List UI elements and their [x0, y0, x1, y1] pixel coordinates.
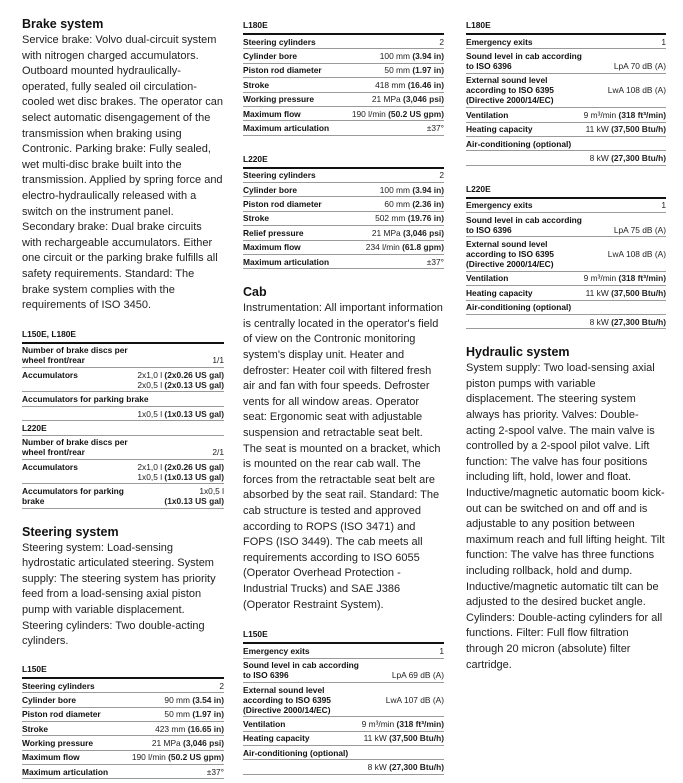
spec-value [120, 693, 224, 707]
heating-metric: 11 kW [585, 124, 612, 135]
spec-value [120, 721, 224, 735]
table-row [243, 211, 444, 225]
spec-value [348, 168, 444, 183]
spec-value-us: (3,046 psi) [183, 738, 224, 749]
accumulators-label: Accumulators [22, 461, 78, 472]
spec-value-us: (16.65 in) [187, 723, 224, 734]
table-row [22, 736, 224, 750]
ventilation-metric: 9 m³/min [583, 273, 619, 284]
table-row [243, 92, 444, 106]
spec-value-us: (1.97 in) [412, 65, 444, 76]
spec-value-metric: 2 [439, 170, 444, 181]
air-conditioning-metric: 8 kW [367, 762, 390, 773]
spec-value-us: (3.94 in) [412, 51, 444, 62]
table-row [243, 106, 444, 120]
spec-value [340, 78, 444, 92]
spec-value [120, 736, 224, 750]
sound-external-label: External sound level according to ISO 6395 (Directive 2000/14/EC) [466, 239, 554, 270]
cab-l220-title: L220E [466, 183, 491, 194]
spec-label: Piston rod diameter [243, 199, 322, 210]
spec-value-metric: 2 [219, 680, 224, 691]
ventilation-value [584, 108, 666, 122]
acc-value-metric: 2x1,0 l [137, 461, 165, 472]
spec-value-metric: 2 [439, 36, 444, 47]
hydraulic-system-text: System supply: Two load-sensing axial piston pumps with variable displacement. The steering system always has priority. Valves: Double-acting 2-spool valve. The main valve is controlled by a 2-spool pilot valve. Lift function: The valve has four positions including lift, hold, lower and float. Inductive/magnetic automatic boom kick-out can be switched on and off and is adjustable to any position between maximum reach and full lifting height. Tilt function: The valve has three functions including rollback, hold and dump. Inductive/magnetic automatic tilt can be adjusted to the desired bucket angle. Cylinders: Double-acting cylinders for all functions. Filter: Full flow filtration through 20 micron (absolute) filter cartridge. [466, 362, 665, 671]
acc-value-us: (2x0.26 US gal) [164, 461, 224, 472]
spec-value [120, 750, 224, 764]
air-conditioning-metric: 8 kW [589, 152, 612, 163]
spec-value-us: (3.54 in) [192, 694, 224, 705]
air-conditioning-value [466, 151, 666, 165]
table-row [466, 300, 666, 314]
table-row [466, 73, 666, 107]
acc-value-metric: 1x0,5 l [137, 471, 165, 482]
table-row [243, 760, 444, 774]
emergency-exits-value: 1 [661, 36, 666, 47]
spec-value-us: (3.94 in) [412, 184, 444, 195]
table-row [22, 392, 224, 406]
heating-value [362, 731, 444, 745]
heating-value [584, 122, 666, 136]
brake-system-text: Service brake: Volvo dual-circuit system with nitrogen charged accumulators. Outboard mounted hydraulically-operated, fully sealed oil circulation-cooled wet disc brakes. The operator can select automatic disengagement of the transmission when braking using Contronic. Parking brake: Fully sealed, wet multi-disc brake built into the transmission. Applied by spring force and electro-hydraulically released with a switch on the instrument panel. Secondary brake: Dual brake circuits with rechargeable accumulators. Either one circuit or the parking brake fulfills all safety requirements. Standard: The brake system complies with the requirements of ISO 3450. [22, 34, 223, 312]
sound-external-value: LwA 107 dB (A) [385, 694, 444, 705]
spec-label: Maximum flow [243, 242, 301, 253]
spec-label: Maximum flow [22, 752, 80, 763]
spec-value-metric: 190 l/min [351, 108, 389, 119]
spec-value-us: (1.97 in) [192, 709, 224, 720]
parking-acc-value [137, 484, 224, 508]
table-row [466, 108, 666, 122]
emergency-exits-value: 1 [661, 200, 666, 211]
table-row [22, 459, 224, 483]
spec-value-us: (50.2 US gpm) [168, 752, 224, 763]
accumulators-value [137, 459, 224, 483]
spec-value-metric: 21 MPa [371, 227, 404, 238]
air-conditioning-value [466, 314, 666, 328]
acc-value-us: (1x0.13 US gal) [164, 471, 224, 482]
brake-table2-title: L220E [22, 422, 47, 433]
cab-table-l220 [466, 197, 666, 330]
table-row [243, 717, 444, 731]
cab-text: Instrumentation: All important information is centrally located in the operator's field of view on the Contronic monitoring system's display unit. Heater and defroster: Heater coil with filtered fresh air and fan with four speeds. Defroster vents for all window areas. Operator seat: Ergonomic seat with adjustable suspension and retractable seat belt. The seat is mounted on a bracket, which is mounted on the rear cab wall. The forces from the retractable seat belt are absorbed by the seat rail. Standard: The cab structure is tested and approved according to ROPS (ISO 3471) and FOPS (ISO 3449). The cab meets all requirements according to ISO 6055 (Operator Overhead Protection - Industrial Trucks) and SAE J386 (Operator Restraint System). [243, 302, 443, 611]
brake-discs-value: 1/1 [212, 355, 224, 366]
table-row [243, 643, 444, 658]
spec-value-us: (19.76 in) [407, 213, 444, 224]
spec-value-metric: 60 mm [384, 199, 413, 210]
ventilation-us: (318 ft³/min) [618, 109, 666, 120]
spec-value [348, 211, 444, 225]
sound-cab-label: Sound level in cab according to ISO 6396 [243, 660, 359, 681]
table-row [243, 121, 444, 135]
ventilation-metric: 9 m³/min [583, 109, 619, 120]
brake-discs-label: Number of brake discs per wheel front/rear [22, 437, 128, 458]
spec-label: Relief pressure [243, 227, 304, 238]
heating-label: Heating capacity [466, 124, 533, 135]
spec-value-us: (50.2 US gpm) [388, 108, 444, 119]
table-row [466, 198, 666, 213]
spec-label: Cylinder bore [243, 51, 297, 62]
table-row [22, 421, 224, 435]
spec-value [340, 34, 444, 49]
heating-us: (37,500 Btu/h) [611, 287, 666, 298]
table-row [466, 271, 666, 285]
table-row [466, 34, 666, 49]
spec-value-metric: ±37° [426, 256, 444, 267]
spec-value-us: (3,046 psi) [403, 227, 444, 238]
table-row [22, 368, 224, 392]
spec-value [340, 121, 444, 135]
table-row [22, 750, 224, 764]
steering-table-l180 [243, 33, 444, 136]
steering-system-text: Steering system: Load-sensing hydrostatic articulated steering. System supply: The steering system has priority feed from a load-sensing axial piston pump with variable displacement. Steering cylinders: Two double-acting cylinders. [22, 541, 216, 648]
heating-label: Heating capacity [466, 287, 533, 298]
spec-value [120, 707, 224, 721]
table-row [243, 658, 444, 682]
hydraulic-system-heading: Hydraulic system [466, 345, 570, 360]
spec-label: Maximum articulation [243, 256, 330, 267]
steering-l220-title: L220E [243, 153, 268, 164]
spec-label: Stroke [243, 79, 270, 90]
table-row [466, 314, 666, 328]
steering-table-l150 [22, 677, 224, 780]
spec-value-us: (61.8 gpm) [402, 242, 444, 253]
heating-us: (37,500 Btu/h) [611, 124, 666, 135]
table-row [22, 765, 224, 779]
air-conditioning-us: (27,300 Btu/h) [611, 152, 666, 163]
spec-label: Stroke [22, 723, 49, 734]
spec-label: Steering cylinders [243, 36, 316, 47]
park-value-metric: 1x0,5 l [199, 486, 224, 496]
cab-l150-title: L150E [243, 629, 268, 640]
spec-value [120, 678, 224, 693]
spec-value-metric: 190 l/min [131, 752, 169, 763]
table-row [243, 63, 444, 77]
acc-value-metric: 2x0,5 l [137, 379, 165, 390]
air-conditioning-us: (27,300 Btu/h) [389, 762, 444, 773]
sound-cab-value: LpA 70 dB (A) [613, 61, 666, 72]
heating-us: (37,500 Btu/h) [389, 733, 444, 744]
spec-value-metric: 50 mm [384, 65, 413, 76]
table-row [22, 721, 224, 735]
table-row [466, 136, 666, 150]
emergency-exits-label: Emergency exits [466, 200, 533, 211]
heating-metric: 11 kW [585, 287, 612, 298]
spec-label: Piston rod diameter [243, 65, 322, 76]
table-row [466, 151, 666, 165]
park-value-metric: 1x0,5 l [137, 408, 165, 419]
park-value-us: (1x0.13 US gal) [164, 496, 224, 506]
table-row [466, 49, 666, 73]
emergency-exits-label: Emergency exits [466, 36, 533, 47]
air-conditioning-label: Air-conditioning (optional) [466, 302, 572, 313]
sound-external-label: External sound level according to ISO 6395 (Directive 2000/14/EC) [466, 75, 554, 106]
spec-value-metric: ±37° [426, 122, 444, 133]
table-row [243, 731, 444, 745]
column-2 [243, 0, 444, 775]
cab-table-l180 [466, 33, 666, 166]
accumulators-label: Accumulators [22, 369, 78, 380]
spec-value-metric: 100 mm [379, 51, 413, 62]
parking-acc-label: Accumulators for parking brake [22, 486, 124, 506]
sound-cab-value: LpA 75 dB (A) [613, 224, 666, 235]
heating-label: Heating capacity [243, 733, 310, 744]
table-row [22, 406, 224, 420]
acc-value-us: (2x0.26 US gal) [164, 369, 224, 380]
spec-value [340, 92, 444, 106]
spec-label: Steering cylinders [22, 680, 95, 691]
table-row [466, 122, 666, 136]
spec-label: Cylinder bore [22, 694, 76, 705]
ventilation-value [362, 717, 444, 731]
spec-value-metric: 100 mm [379, 184, 413, 195]
ventilation-us: (318 ft³/min) [618, 273, 666, 284]
table-row [243, 254, 444, 268]
steering-l150-title: L150E [22, 663, 47, 674]
table-row [243, 197, 444, 211]
cab-table-l150 [243, 642, 444, 775]
spec-label: Working pressure [243, 94, 315, 105]
air-conditioning-value [243, 760, 444, 774]
brake-table1-title: L150E, L180E [22, 328, 77, 339]
sound-external-value: LwA 108 dB (A) [607, 249, 666, 260]
column-1 [22, 0, 224, 779]
sound-external-label: External sound level according to ISO 6395 (Directive 2000/14/EC) [243, 684, 331, 715]
table-row [243, 168, 444, 183]
spec-value [340, 63, 444, 77]
heating-value [584, 286, 666, 300]
spec-value-us: (3,046 psi) [403, 94, 444, 105]
spec-value-metric: 21 MPa [151, 738, 184, 749]
table-row [466, 286, 666, 300]
air-conditioning-label: Air-conditioning (optional) [243, 747, 349, 758]
spec-value [120, 765, 224, 779]
air-conditioning-label: Air-conditioning (optional) [466, 138, 572, 149]
spec-label: Piston rod diameter [22, 709, 101, 720]
spec-value-metric: 90 mm [164, 694, 193, 705]
table-row [243, 183, 444, 197]
ventilation-label: Ventilation [466, 109, 509, 120]
parking-acc-value [137, 406, 224, 420]
table-row [22, 707, 224, 721]
spec-label: Steering cylinders [243, 170, 316, 181]
spec-value [348, 226, 444, 240]
cab-heading: Cab [243, 285, 267, 300]
spec-value [348, 183, 444, 197]
spec-value [340, 49, 444, 63]
table-row [243, 34, 444, 49]
brake-discs-label: Number of brake discs per wheel front/rear [22, 345, 128, 366]
acc-value-metric: 2x1,0 l [137, 369, 165, 380]
acc-value-us: (2x0.13 US gal) [164, 379, 224, 390]
brake-system-heading: Brake system [22, 17, 104, 31]
emergency-exits-value: 1 [439, 645, 444, 656]
spec-label: Maximum articulation [22, 766, 109, 777]
spec-label: Working pressure [22, 738, 94, 749]
sound-cab-label: Sound level in cab according to ISO 6396 [466, 214, 582, 235]
ventilation-metric: 9 m³/min [361, 718, 397, 729]
cab-l180-title: L180E [466, 20, 491, 30]
column-3 [466, 0, 666, 673]
sound-cab-label: Sound level in cab according to ISO 6396 [466, 51, 582, 72]
spec-label: Cylinder bore [243, 184, 297, 195]
park-value-us: (1x0.13 US gal) [164, 408, 224, 419]
spec-value [348, 254, 444, 268]
sound-external-value: LwA 108 dB (A) [607, 85, 666, 96]
sound-cab-value: LpA 69 dB (A) [391, 670, 444, 681]
spec-value-metric: ±37° [206, 766, 224, 777]
heating-metric: 11 kW [363, 733, 390, 744]
table-row [243, 49, 444, 63]
steering-l180-title: L180E [243, 20, 268, 30]
spec-value-metric: 50 mm [164, 709, 193, 720]
table-row [243, 78, 444, 92]
spec-value-metric: 418 mm [375, 79, 408, 90]
table-row [466, 237, 666, 271]
table-row [243, 226, 444, 240]
spec-value-metric: 21 MPa [371, 94, 404, 105]
table-row [22, 343, 224, 368]
spec-label: Maximum flow [243, 108, 301, 119]
spec-label: Maximum articulation [243, 122, 330, 133]
air-conditioning-us: (27,300 Btu/h) [611, 316, 666, 327]
spec-value [348, 197, 444, 211]
accumulators-value [137, 368, 224, 392]
ventilation-label: Ventilation [466, 273, 509, 284]
spec-value-metric: 234 l/min [365, 242, 403, 253]
table-row [243, 240, 444, 254]
spec-label: Stroke [243, 213, 270, 224]
table-row [243, 746, 444, 760]
ventilation-value [584, 271, 666, 285]
steering-system-heading: Steering system [22, 524, 119, 539]
parking-acc-label: Accumulators for parking brake [22, 394, 149, 405]
ventilation-label: Ventilation [243, 718, 286, 729]
table-row [22, 484, 224, 508]
brake-table-l150-l180 [22, 342, 224, 509]
spec-value [340, 106, 444, 120]
air-conditioning-metric: 8 kW [589, 316, 612, 327]
spec-value-us: (16.46 in) [407, 79, 444, 90]
table-row [466, 213, 666, 237]
table-row [243, 682, 444, 716]
table-row [22, 678, 224, 693]
spec-value-metric: 423 mm [155, 723, 188, 734]
steering-table-l220 [243, 167, 444, 270]
brake-discs-value: 2/1 [212, 447, 224, 458]
table-row [22, 693, 224, 707]
ventilation-us: (318 ft³/min) [396, 718, 444, 729]
table-row [22, 435, 224, 459]
spec-value [348, 240, 444, 254]
spec-value-us: (2.36 in) [412, 199, 444, 210]
emergency-exits-label: Emergency exits [243, 645, 310, 656]
spec-value-metric: 502 mm [375, 213, 408, 224]
